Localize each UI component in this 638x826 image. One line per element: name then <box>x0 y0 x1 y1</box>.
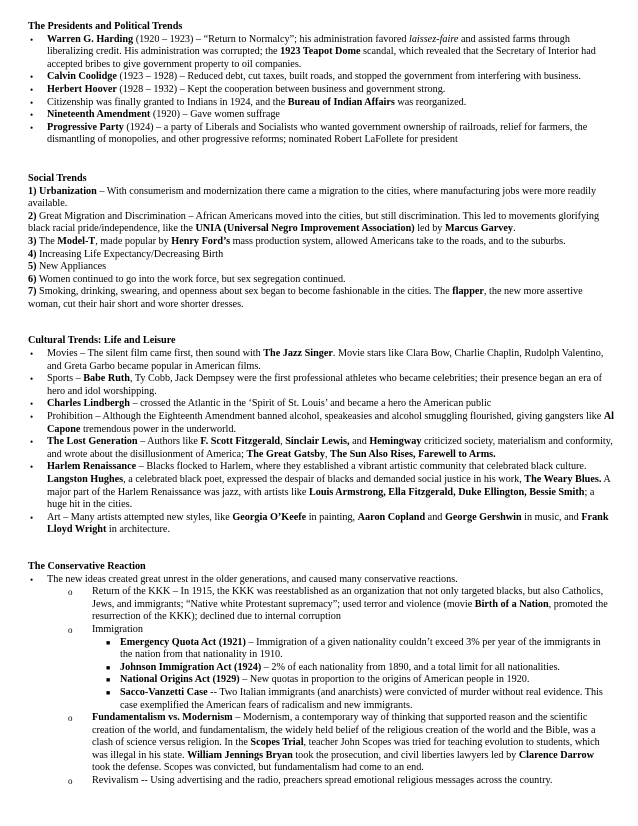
list-item: • Sports – Babe Ruth, Ty Cobb, Jack Dempsey were the first professional athletes who became celebrities; their presence began an era of hero and idol worshipping. <box>30 373 603 397</box>
bullet-icon: • <box>30 462 34 473</box>
bullet-icon: • <box>30 574 34 585</box>
sub-list-item: o Revivalism -- Using advertising and the radio, preachers spread emotional religious messages across the country. <box>68 775 553 787</box>
numbered-item: 2) Great Migration and Discrimination – African Americans moved into the cities, but still discrimination. This led to movements glorifying black racial pride/independence, like the UNIA (Universal Negro Improvement Association) led by Marcus Garvey. <box>28 210 600 235</box>
bullet-icon: • <box>30 97 34 108</box>
social-trends-list <box>28 186 614 312</box>
list-item: • Prohibition – Although the Eighteenth Amendment banned alcohol, speakeasies and alcohol smuggling flourished, giving gangsters like Al Capone tremendous power in the underworld. <box>30 411 615 435</box>
numbered-item: 1) Urbanization – With consumerism and modernization there came a migration to the cities, where manufacturing jobs were more readily available. <box>28 185 597 210</box>
circle-bullet-icon: o <box>68 713 73 724</box>
square-bullet-icon: ■ <box>106 676 111 685</box>
list-item: • Progressive Party (1924) – a party of Liberals and Socialists who wanted government ownership of railroads, relief for farmers, the dismantling of monopolies, and other progressive reforms; nominated Robert LaFollete for president <box>30 121 588 146</box>
numbered-item: 5) New Appliances <box>28 261 107 273</box>
list-item: • The new ideas created great unrest in the older generations, and caused many conservative reactions. <box>30 573 458 585</box>
section-heading-conservative: The Conservative Reaction <box>28 560 146 572</box>
list-item: • Art – Many artists attempted new styles, like Georgia O’Keefe in painting, Aaron Copland and George Gershwin in music, and Frank Lloyd Wright in architecture. <box>30 511 609 536</box>
bullet-icon: • <box>30 437 34 448</box>
square-bullet-icon: ■ <box>106 688 111 697</box>
numbered-item: 7) Smoking, drinking, swearing, and openness about sex began to become fashionable in the cities. The flapper, the new more assertive woman, cut their hair short and wore shorter dresses. <box>28 286 583 310</box>
square-bullet-icon: ■ <box>106 663 111 672</box>
list-item: • Calvin Coolidge (1923 – 1928) – Reduced debt, cut taxes, built roads, and stopped the government from interfering with business. <box>30 71 581 83</box>
list-item: • Warren G. Harding (1920 – 1923) – “Return to Normalcy”; his administration favored laissez-faire and assisted farms through liberalizing credit. His administration was corrupted; the 1923 Teapot Dome scandal, which revealed that the Secretary of Interior had accepted bribes to give government property to oil companies. <box>30 33 596 70</box>
bullet-icon: • <box>30 34 34 45</box>
list-item: • Movies – The silent film came first, then sound with The Jazz Singer. Movie stars like Clara Bow, Charlie Chaplin, Rudolph Valentino, and Greta Garbo became popular in American films. <box>30 348 604 372</box>
sub-sub-list-item: ■ Johnson Immigration Act (1924) – 2% of each nationality from 1890, and a total limit for all nationalities. <box>106 661 560 673</box>
sub-list-item: o Return of the KKK – In 1915, the KKK was reestablished as an organization that not only targeted blacks, but also Catholics, Jews, and immigrants; “Native white Protestant supremacy”; used terror and violence (movie Birth of a Nation, promoted the resurrection of the KKK); declined due to internal corruption <box>68 586 608 623</box>
sub-list-item: o Immigration <box>68 623 143 635</box>
list-item: • Charles Lindbergh – crossed the Atlantic in the ‘Spirit of St. Louis’ and became a hero the American public <box>30 398 492 410</box>
conservative-list <box>28 574 614 788</box>
numbered-item: 4) Increasing Life Expectancy/Decreasing Birth <box>28 248 224 260</box>
bullet-icon: • <box>30 512 34 523</box>
square-bullet-icon: ■ <box>106 638 111 647</box>
sub-sub-list-item: ■ Emergency Quota Act (1921) – Immigration of a given nationality couldn’t exceed 3% per year of the immigrants in the nation from that nationality in 1910. <box>106 636 601 661</box>
bullet-icon: • <box>30 84 34 95</box>
numbered-item: 3) The Model-T, made popular by Henry Ford’s mass production system, allowed Americans take to the roads, and to the suburbs. <box>28 235 566 247</box>
presidents-list <box>28 34 614 147</box>
bullet-icon: • <box>30 399 34 410</box>
bullet-icon: • <box>30 72 34 83</box>
section-heading-presidents: The Presidents and Political Trends <box>28 21 183 32</box>
bullet-icon: • <box>30 374 34 385</box>
list-item: • Harlem Renaissance – Blacks flocked to Harlem, where they established a vibrant artistic community that celebrated black culture. Langston Hughes, a celebrated black poet, expressed the despair of blacks and demanded social justice in his work, The Weary Blues. A major part of the Harlem Renaissance was jazz, with artists like Louis Armstrong, Ella Fitzgerald, Duke Ellington, Bessie Smith; a huge hit in the cities. <box>30 461 611 511</box>
sub-sub-list-item: ■ Sacco-Vanzetti Case -- Two Italian immigrants (and anarchists) were convicted of murder without real evidence. This case exemplified the American fears of radicalism and new immigrants. <box>106 686 603 711</box>
list-item: • Nineteenth Amendment (1920) – Gave women suffrage <box>30 109 280 121</box>
circle-bullet-icon: o <box>68 776 73 787</box>
section-heading-social: Social Trends <box>28 172 87 184</box>
sub-list-item: o Fundamentalism vs. Modernism – Modernism, a contemporary way of thinking that supported reason and the scientific creation of the world, and fundamentalism, the widely held belief of the religious creation of the world and the Bible, was a clash of science versus religion. In the Scopes Trial, teacher John Scopes was tried for teaching evolution to students, which was illegal in his state. William Jennings Bryan took the prosecution, and civil liberties lawyers led by Clarence Darrow took the defense. Scopes was convicted, but fundamentalism had come to an end. <box>68 712 600 774</box>
bullet-icon: • <box>30 349 34 360</box>
bullet-icon: • <box>30 412 34 423</box>
numbered-item: 6) Women continued to go into the work force, but sex segregation continued. <box>28 273 346 285</box>
list-item: • The Lost Generation – Authors like F. Scott Fitzgerald, Sinclair Lewis, and Hemingway criticized society, materialism and conformity, and wrote about the disillusionment of America; The Great Gatsby, The Sun Also Rises, Farewell to Arms. <box>30 436 613 460</box>
bullet-icon: • <box>30 122 34 133</box>
circle-bullet-icon: o <box>68 587 73 598</box>
list-item: • Herbert Hoover (1928 – 1932) – Kept the cooperation between business and government strong. <box>30 83 446 95</box>
list-item: • Citizenship was finally granted to Indians in 1924, and the Bureau of Indian Affairs was reorganized. <box>30 96 467 108</box>
section-heading-cultural: Cultural Trends: Life and Leisure <box>28 335 176 347</box>
circle-bullet-icon: o <box>68 624 73 635</box>
sub-sub-list-item: ■ National Origins Act (1929) – New quotas in proportion to the origins of American people in 1920. <box>106 674 530 686</box>
cultural-list <box>28 348 614 537</box>
bullet-icon: • <box>30 110 34 121</box>
